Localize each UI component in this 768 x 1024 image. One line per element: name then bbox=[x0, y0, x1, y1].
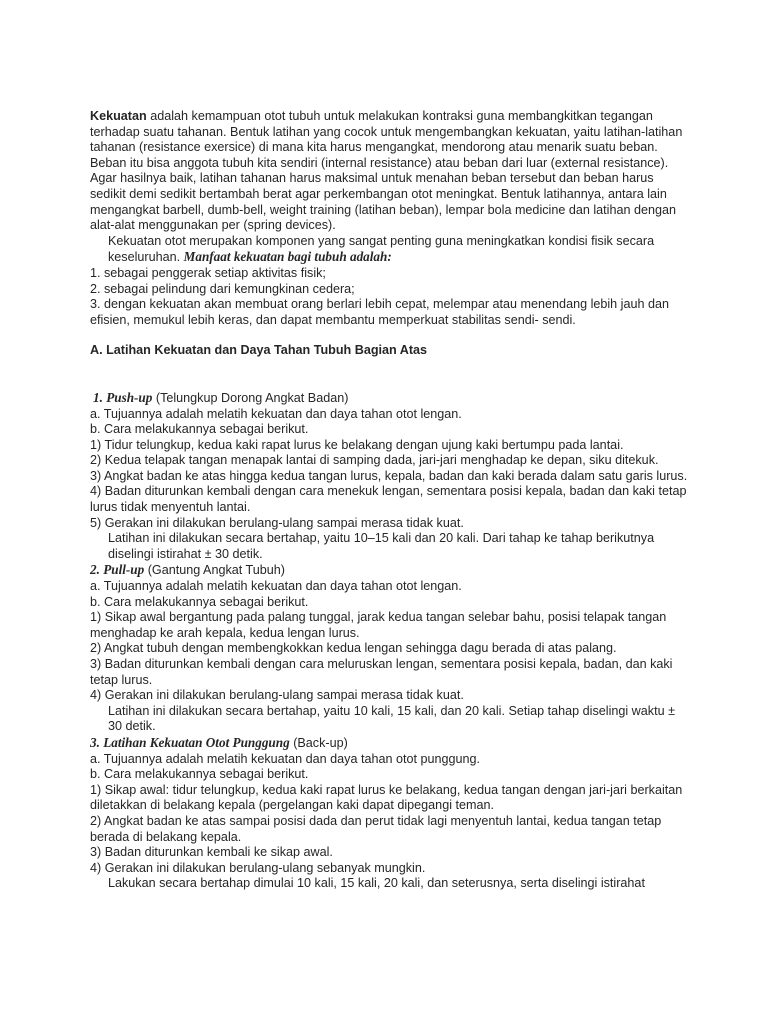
exercise-line: 2) Kedua telapak tangan menapak lantai di samping dada, jari-jari menghadap ke depan, siku ditekuk. bbox=[90, 453, 659, 468]
exercise-subtitle: (Gantung Angkat Tubuh) bbox=[144, 563, 285, 578]
exercise-name: 2. Pull-up bbox=[90, 562, 145, 578]
exercise-line: a. Tujuannya adalah melatih kekuatan dan daya tahan otot lengan. bbox=[90, 579, 462, 594]
exercise-line: 3) Badan diturunkan kembali dengan cara meluruskan lengan, sementara posisi kepala, badan, dan kaki tetap lurus. bbox=[90, 657, 673, 687]
benefit-item: 3. dengan kekuatan akan membuat orang berlari lebih cepat, melempar atau menendang lebih jauh dan efisien, memukul lebih keras, dan dapat membantu memperkuat stabilitas sendi- sendi. bbox=[90, 297, 670, 327]
exercise-line: b. Cara melakukannya sebagai berikut. bbox=[90, 422, 309, 437]
intro-term: Kekuatan bbox=[90, 109, 147, 123]
exercise-title bbox=[90, 562, 690, 579]
exercise-line: 2) Angkat badan ke atas sampai posisi dada dan perut tidak lagi menyentuh lantai, kedua tangan tetap berada di belakang kepala. bbox=[90, 813, 662, 844]
exercise-line: 3) Angkat badan ke atas hingga kedua tangan lurus, kepala, badan dan kaki berada dalam satu garis lurus. bbox=[90, 468, 688, 483]
exercise-line: a. Tujuannya adalah melatih kekuatan dan daya tahan otot punggung. bbox=[90, 751, 481, 766]
exercise-line: 4) Gerakan ini dilakukan berulang-ulang sebanyak mungkin. bbox=[90, 860, 426, 875]
exercise-line: a. Tujuannya adalah melatih kekuatan dan daya tahan otot lengan. bbox=[90, 406, 462, 421]
exercise-title bbox=[90, 735, 690, 752]
intro-definition: adalah kemampuan otot tubuh untuk melakukan kontraksi guna membangkitkan tegangan terhadap suatu tahanan. Bentuk latihan yang cocok untuk mengembangkan kekuatan, yaitu latihan-latihan tahanan (resistance exersice) di mana kita harus mengangkat, mendorong atau menarik suatu beban. Beban itu bisa anggota tubuh kita sendiri (internal resistance) atau beban dari luar (external resistance). Agar hasilnya baik, latihan tahanan harus maksimal untuk menahan beban tersebut dan beban harus sedikit demi sedikit bertambah berat agar perkembangan otot meningkat. Bentuk latihannya, antara lain mengangkat barbell, dumb-bell, weight training (latihan beban), lempar bola medicine dan latihan dengan alat-alat menggunakan per (spring devices). bbox=[90, 109, 683, 233]
exercise-name: 3. Latihan Kekuatan Otot Punggung bbox=[90, 734, 290, 750]
importance-paragraph bbox=[90, 234, 690, 266]
exercise-line: 5) Gerakan ini dilakukan berulang-ulang sampai merasa tidak kuat. bbox=[90, 515, 464, 530]
importance-text: Kekuatan otot merupakan komponen yang sangat penting guna meningkatkan kondisi fisik secara keseluruhan. bbox=[108, 233, 655, 265]
section-heading: A. Latihan Kekuatan dan Daya Tahan Tubuh Bagian Atas bbox=[90, 343, 428, 358]
exercise-line: 2) Angkat tubuh dengan membengkokkan kedua lengan sehingga dagu berada di atas palang. bbox=[90, 641, 617, 656]
exercise-line: 4) Badan diturunkan kembali dengan cara menekuk lengan, sementara posisi kepala, badan dan kaki tetap lurus tidak menyentuh lantai. bbox=[90, 484, 687, 515]
exercise-line: 1) Tidur telungkup, kedua kaki rapat lurus ke belakang dengan ujung kaki bertumpu pada lantai. bbox=[90, 437, 624, 452]
exercise-subtitle: (Telungkup Dorong Angkat Badan) bbox=[152, 390, 349, 405]
exercise-line: b. Cara melakukannya sebagai berikut. bbox=[90, 767, 309, 782]
exercise-title bbox=[90, 390, 690, 407]
benefits-title: Manfaat kekuatan bagi tubuh adalah: bbox=[183, 249, 392, 265]
exercise-line: 1) Sikap awal bergantung pada palang tunggal, jarak kedua tangan selebar bahu, posisi telapak tangan menghadap ke arah kepala, kedua lengan lurus. bbox=[90, 610, 667, 640]
exercise-name: 1. Push-up bbox=[93, 389, 153, 405]
exercise-line: 4) Gerakan ini dilakukan berulang-ulang sampai merasa tidak kuat. bbox=[90, 688, 464, 703]
benefit-item: 2. sebagai pelindung dari kemungkinan cedera; bbox=[90, 281, 355, 296]
exercise-line: 1) Sikap awal: tidur telungkup, kedua kaki rapat lurus ke belakang, kedua tangan dengan jari-jari berkaitan diletakkan di belakang kepala (pergelangan kaki dapat dipegangi teman. bbox=[90, 782, 683, 813]
intro-paragraph bbox=[90, 109, 690, 234]
exercise-line: b. Cara melakukannya sebagai berikut. bbox=[90, 594, 309, 609]
exercise-line: 3) Badan diturunkan kembali ke sikap awal. bbox=[90, 845, 333, 860]
document-body bbox=[90, 109, 690, 892]
exercise-note: Latihan ini dilakukan secara bertahap, yaitu 10 kali, 15 kali, dan 20 kali. Setiap tahap diselingi waktu ± 30 detik. bbox=[108, 703, 675, 734]
exercise-note: Lakukan secara bertahap dimulai 10 kali, 15 kali, 20 kali, dan seterusnya, serta diselingi istirahat bbox=[108, 876, 645, 891]
benefit-item: 1. sebagai penggerak setiap aktivitas fisik; bbox=[90, 265, 326, 280]
exercise-note: Latihan ini dilakukan secara bertahap, yaitu 10–15 kali dan 20 kali. Dari tahap ke tahap berikutnya diselingi istirahat ± 30 detik. bbox=[108, 531, 655, 561]
exercise-subtitle: (Back-up) bbox=[289, 735, 348, 750]
